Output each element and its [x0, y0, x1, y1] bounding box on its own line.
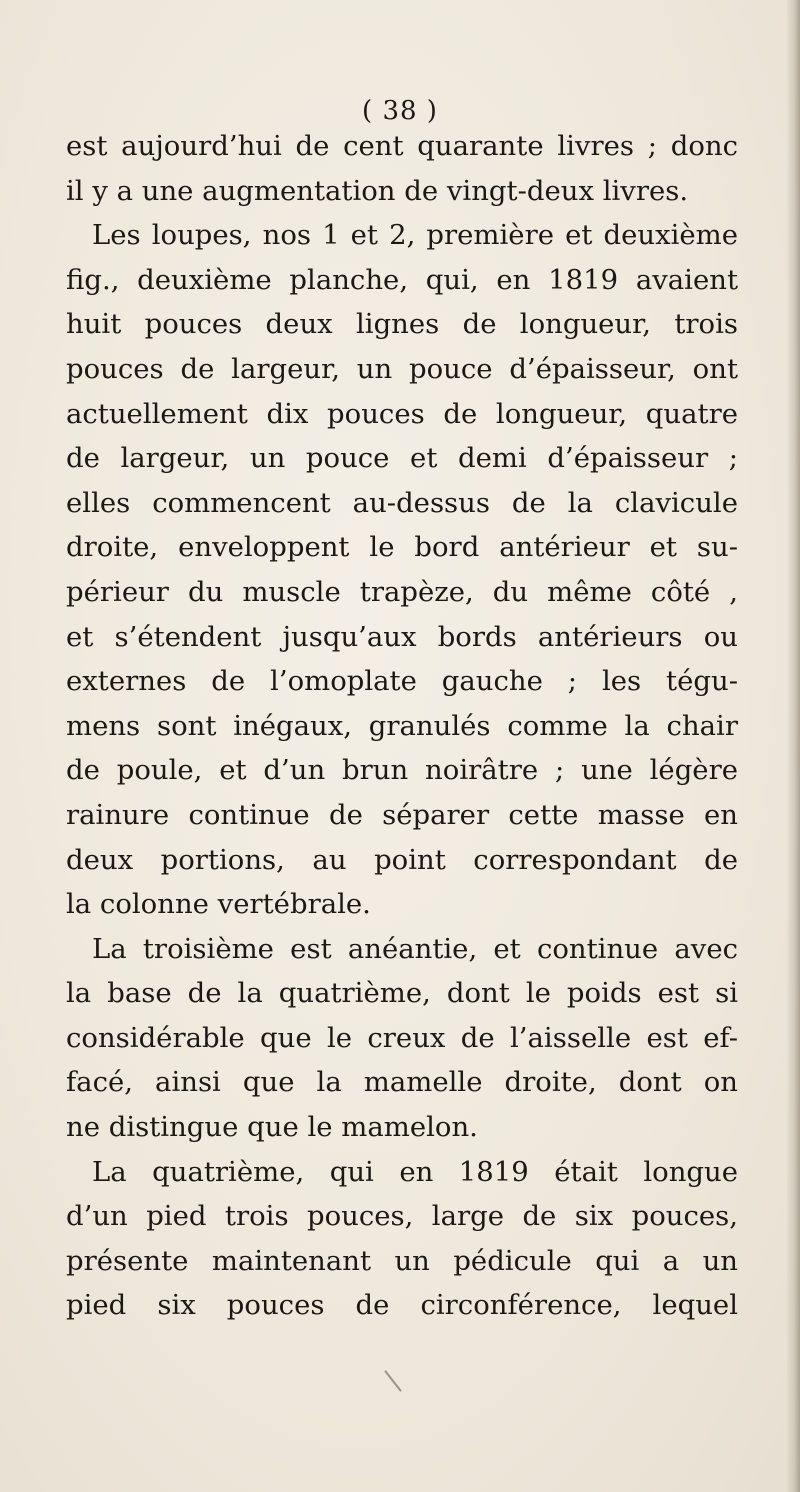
- text-line: d’un pied trois pouces, large de six pouces,: [66, 1200, 738, 1233]
- text-line: actuellement dix pouces de longueur, quatre: [66, 397, 738, 430]
- text-line: la colonne vertébrale.: [66, 888, 371, 921]
- text-line: de poule, et d’un brun noirâtre ; une légère: [66, 754, 738, 787]
- stray-mark: [384, 1370, 402, 1392]
- text-line: et s’étendent jusqu’aux bords antérieurs ou: [66, 620, 738, 653]
- text-line: huit pouces deux lignes de longueur, trois: [66, 308, 738, 341]
- text-line: facé, ainsi que la mamelle droite, dont on: [66, 1066, 738, 1099]
- text-line: pied six pouces de circonférence, lequel: [66, 1289, 738, 1322]
- page-number: ( 38 ): [362, 96, 438, 126]
- text-line: Les loupes, nos 1 et 2, première et deuxième: [92, 219, 738, 252]
- text-line: pouces de largeur, un pouce d’épaisseur, ont: [66, 352, 738, 385]
- text-line: périeur du muscle trapèze, du même côté ,: [66, 575, 738, 608]
- text-line: mens sont inégaux, granulés comme la chair: [66, 709, 738, 742]
- text-line: elles commencent au-dessus de la clavicule: [66, 486, 738, 519]
- body-text: [66, 124, 738, 1328]
- text-line: ne distingue que le mamelon.: [66, 1111, 478, 1144]
- text-line: considérable que le creux de l’aisselle est ef-: [66, 1021, 738, 1054]
- text-line: fig., deuxième planche, qui, en 1819 avaient: [66, 263, 738, 296]
- text-line: La troisième est anéantie, et continue avec: [92, 932, 738, 965]
- text-line: il y a une augmentation de vingt-deux livres.: [66, 174, 689, 207]
- text-line: externes de l’omoplate gauche ; les tégu-: [66, 665, 738, 698]
- text-line: est aujourd’hui de cent quarante livres ; donc: [66, 130, 738, 162]
- text-line: deux portions, au point correspondant de: [66, 843, 738, 876]
- text-line: la base de la quatrième, dont le poids est si: [66, 977, 738, 1010]
- text-line: de largeur, un pouce et demi d’épaisseur ;: [66, 442, 738, 475]
- page-edge-shadow: [786, 0, 800, 1492]
- text-line: La quatrième, qui en 1819 était longue: [92, 1155, 738, 1188]
- text-line: droite, enveloppent le bord antérieur et su-: [66, 531, 738, 564]
- text-line: présente maintenant un pédicule qui a un: [66, 1244, 738, 1277]
- text-line: rainure continue de séparer cette masse en: [66, 798, 738, 831]
